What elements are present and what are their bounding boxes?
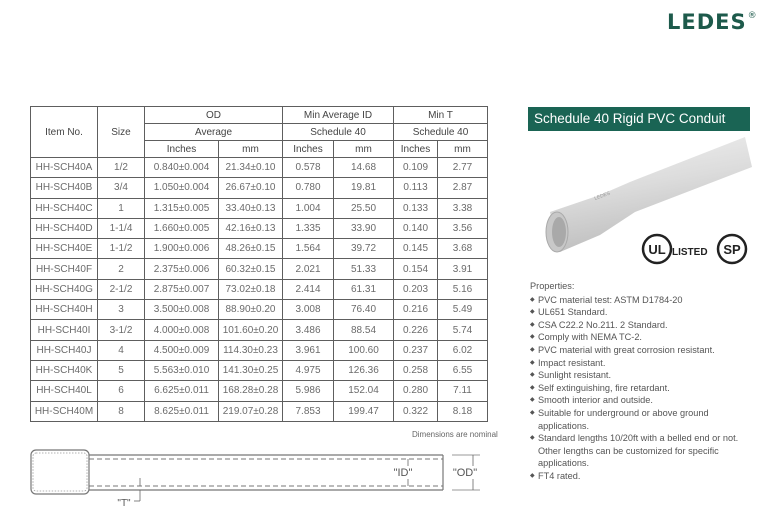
- cell-size: 1-1/2: [98, 239, 145, 259]
- cell-od-mm: 21.34±0.10: [219, 158, 283, 178]
- cell-size: 1: [98, 198, 145, 218]
- registered-mark: ®: [747, 11, 758, 21]
- cell-size: 2: [98, 259, 145, 279]
- property-text: Comply with NEMA TC-2.: [538, 332, 642, 343]
- header-min-id: Min Average ID: [283, 107, 394, 124]
- cell-id-in: 7.853: [283, 401, 334, 421]
- cell-id-mm: 33.90: [334, 218, 394, 238]
- cell-od-in: 8.625±0.011: [145, 401, 219, 421]
- dimensions-note: Dimensions are nominal: [412, 430, 498, 439]
- cell-t-in: 0.154: [394, 259, 438, 279]
- t-label: "T": [117, 498, 131, 509]
- cell-t-in: 0.109: [394, 158, 438, 178]
- property-text: Smooth interior and outside.: [538, 395, 653, 406]
- cell-item: HH-SCH40K: [31, 360, 98, 380]
- cell-item: HH-SCH40D: [31, 218, 98, 238]
- bullet-icon: ◆: [530, 321, 535, 328]
- od-label: "OD": [452, 467, 478, 479]
- cell-t-in: 0.133: [394, 198, 438, 218]
- cell-id-mm: 88.54: [334, 320, 394, 340]
- cell-id-mm: 19.81: [334, 178, 394, 198]
- property-item: [530, 394, 760, 407]
- cell-od-in: 6.625±0.011: [145, 381, 219, 401]
- table-row: [31, 218, 488, 238]
- table-row: [31, 279, 488, 299]
- cell-t-mm: 3.91: [438, 259, 488, 279]
- table-row: [31, 158, 488, 178]
- property-item: [530, 407, 760, 432]
- cell-t-mm: 2.77: [438, 158, 488, 178]
- property-item: [530, 294, 760, 307]
- cell-od-mm: 168.28±0.28: [219, 381, 283, 401]
- cell-t-mm: 6.55: [438, 360, 488, 380]
- cell-od-in: 1.315±0.005: [145, 198, 219, 218]
- header-min-t-schedule: Schedule 40: [394, 124, 488, 141]
- property-text: PVC material with great corrosion resistant.: [538, 344, 715, 355]
- cell-id-mm: 51.33: [334, 259, 394, 279]
- cell-od-mm: 42.16±0.13: [219, 218, 283, 238]
- cell-id-in: 3.008: [283, 300, 334, 320]
- cell-od-in: 0.840±0.004: [145, 158, 219, 178]
- cell-id-in: 1.564: [283, 239, 334, 259]
- table-row: [31, 178, 488, 198]
- cell-od-mm: 26.67±0.10: [219, 178, 283, 198]
- cell-size: 8: [98, 401, 145, 421]
- logo-text: LEDES: [667, 10, 747, 34]
- properties-section: [530, 280, 760, 483]
- cell-id-in: 2.021: [283, 259, 334, 279]
- bullet-icon: ◆: [530, 359, 535, 366]
- cell-item: HH-SCH40H: [31, 300, 98, 320]
- cell-id-in: 4.975: [283, 360, 334, 380]
- cell-t-in: 0.203: [394, 279, 438, 299]
- cell-id-mm: 61.31: [334, 279, 394, 299]
- cell-id-in: 3.961: [283, 340, 334, 360]
- cell-id-mm: 25.50: [334, 198, 394, 218]
- table-row: [31, 340, 488, 360]
- cell-t-in: 0.258: [394, 360, 438, 380]
- svg-text:LISTED: LISTED: [672, 247, 708, 258]
- cell-id-in: 1.004: [283, 198, 334, 218]
- property-text: Self extinguishing, fire retardant.: [538, 382, 670, 393]
- property-text: CSA C22.2 No.211. 2 Standard.: [538, 319, 668, 330]
- cell-od-mm: 60.32±0.15: [219, 259, 283, 279]
- header-od-mm: mm: [219, 141, 283, 158]
- cell-item: HH-SCH40L: [31, 381, 98, 401]
- cell-od-mm: 141.30±0.25: [219, 360, 283, 380]
- conduit-dimension-diagram: [28, 448, 498, 517]
- bullet-icon: ◆: [530, 397, 535, 404]
- cell-t-in: 0.226: [394, 320, 438, 340]
- cell-t-mm: 5.49: [438, 300, 488, 320]
- table-row: [31, 360, 488, 380]
- cell-t-mm: 3.38: [438, 198, 488, 218]
- property-text: UL651 Standard.: [538, 307, 608, 318]
- cell-size: 3-1/2: [98, 320, 145, 340]
- cell-id-mm: 39.72: [334, 239, 394, 259]
- cell-id-mm: 126.36: [334, 360, 394, 380]
- cell-id-in: 1.335: [283, 218, 334, 238]
- bullet-icon: ◆: [530, 435, 535, 442]
- cell-item: HH-SCH40J: [31, 340, 98, 360]
- cell-size: 3: [98, 300, 145, 320]
- cell-od-mm: 219.07±0.28: [219, 401, 283, 421]
- property-item: [530, 344, 760, 357]
- cell-od-mm: 73.02±0.18: [219, 279, 283, 299]
- properties-title: Properties:: [530, 281, 575, 291]
- ul-listed-icon: [643, 235, 708, 263]
- property-text: Suitable for underground or above ground applications.: [538, 407, 709, 431]
- cell-od-in: 1.900±0.006: [145, 239, 219, 259]
- csa-icon: [718, 235, 746, 263]
- cell-id-mm: 100.60: [334, 340, 394, 360]
- cell-item: HH-SCH40A: [31, 158, 98, 178]
- cell-id-mm: 152.04: [334, 381, 394, 401]
- cell-item: HH-SCH40F: [31, 259, 98, 279]
- svg-text:UL: UL: [648, 242, 666, 257]
- cell-size: 6: [98, 381, 145, 401]
- cell-id-in: 2.414: [283, 279, 334, 299]
- cell-size: 5: [98, 360, 145, 380]
- cell-t-in: 0.216: [394, 300, 438, 320]
- header-t-inches: Inches: [394, 141, 438, 158]
- cell-od-in: 1.660±0.005: [145, 218, 219, 238]
- cell-t-in: 0.145: [394, 239, 438, 259]
- svg-text:SP: SP: [723, 242, 741, 257]
- id-label: "ID": [393, 467, 413, 479]
- property-item: [530, 319, 760, 332]
- cell-item: HH-SCH40G: [31, 279, 98, 299]
- brand-logo: [667, 10, 758, 34]
- property-text: FT4 rated.: [538, 470, 581, 481]
- cell-t-in: 0.140: [394, 218, 438, 238]
- bullet-icon: ◆: [530, 372, 535, 379]
- cell-size: 4: [98, 340, 145, 360]
- header-min-t: Min T: [394, 107, 488, 124]
- cell-size: 1/2: [98, 158, 145, 178]
- property-text: PVC material test: ASTM D1784-20: [538, 294, 683, 305]
- cell-t-in: 0.237: [394, 340, 438, 360]
- cell-od-mm: 88.90±0.20: [219, 300, 283, 320]
- property-text: Sunlight resistant.: [538, 370, 612, 381]
- header-od-average: Average: [145, 124, 283, 141]
- cell-t-mm: 3.68: [438, 239, 488, 259]
- cell-od-in: 4.000±0.008: [145, 320, 219, 340]
- cell-item: HH-SCH40B: [31, 178, 98, 198]
- table-row: [31, 320, 488, 340]
- property-item: [530, 470, 760, 483]
- cell-item: HH-SCH40M: [31, 401, 98, 421]
- cell-od-in: 2.375±0.006: [145, 259, 219, 279]
- pipe-print: LEDES: [593, 190, 612, 202]
- cell-od-in: 4.500±0.009: [145, 340, 219, 360]
- cell-id-mm: 14.68: [334, 158, 394, 178]
- header-item-no: Item No.: [31, 107, 98, 158]
- header-od-inches: Inches: [145, 141, 219, 158]
- cell-t-mm: 3.56: [438, 218, 488, 238]
- cell-size: 3/4: [98, 178, 145, 198]
- table-row: [31, 239, 488, 259]
- cell-id-in: 0.578: [283, 158, 334, 178]
- certification-marks: [640, 232, 750, 273]
- table-row: [31, 381, 488, 401]
- property-text: Impact resistant.: [538, 357, 606, 368]
- cell-od-in: 1.050±0.004: [145, 178, 219, 198]
- property-item: [530, 369, 760, 382]
- cell-t-mm: 7.11: [438, 381, 488, 401]
- property-text: Standard lengths 10/20ft with a belled end or not. Other lengths can be customized for specific applications.: [538, 433, 739, 469]
- property-item: [530, 382, 760, 395]
- bullet-icon: ◆: [530, 472, 535, 479]
- table-row: [31, 259, 488, 279]
- header-min-id-schedule: Schedule 40: [283, 124, 394, 141]
- cell-item: HH-SCH40C: [31, 198, 98, 218]
- table-row: [31, 401, 488, 421]
- bullet-icon: ◆: [530, 296, 535, 303]
- cell-t-mm: 8.18: [438, 401, 488, 421]
- cell-od-mm: 33.40±0.13: [219, 198, 283, 218]
- cell-t-mm: 2.87: [438, 178, 488, 198]
- bullet-icon: ◆: [530, 309, 535, 316]
- table-row: [31, 198, 488, 218]
- header-id-inches: Inches: [283, 141, 334, 158]
- cell-id-mm: 199.47: [334, 401, 394, 421]
- cell-item: HH-SCH40I: [31, 320, 98, 340]
- property-item: [530, 331, 760, 344]
- property-item: [530, 432, 760, 470]
- table-row: [31, 300, 488, 320]
- cell-item: HH-SCH40E: [31, 239, 98, 259]
- cell-t-mm: 5.74: [438, 320, 488, 340]
- cell-id-in: 5.986: [283, 381, 334, 401]
- bullet-icon: ◆: [530, 409, 535, 416]
- bullet-icon: ◆: [530, 334, 535, 341]
- spec-table: [30, 106, 488, 422]
- cell-od-in: 2.875±0.007: [145, 279, 219, 299]
- property-item: [530, 357, 760, 370]
- cell-t-in: 0.280: [394, 381, 438, 401]
- cell-od-mm: 114.30±0.23: [219, 340, 283, 360]
- cell-od-in: 3.500±0.008: [145, 300, 219, 320]
- cell-t-in: 0.322: [394, 401, 438, 421]
- cell-id-in: 3.486: [283, 320, 334, 340]
- cell-id-in: 0.780: [283, 178, 334, 198]
- header-t-mm: mm: [438, 141, 488, 158]
- cell-t-mm: 6.02: [438, 340, 488, 360]
- cell-size: 2-1/2: [98, 279, 145, 299]
- cell-t-mm: 5.16: [438, 279, 488, 299]
- bullet-icon: ◆: [530, 346, 535, 353]
- properties-list: [530, 294, 760, 483]
- cell-od-mm: 48.26±0.15: [219, 239, 283, 259]
- header-id-mm: mm: [334, 141, 394, 158]
- header-size: Size: [98, 107, 145, 158]
- property-item: [530, 306, 760, 319]
- cell-t-in: 0.113: [394, 178, 438, 198]
- header-od: OD: [145, 107, 283, 124]
- cell-id-mm: 76.40: [334, 300, 394, 320]
- product-title-banner: Schedule 40 Rigid PVC Conduit: [528, 107, 750, 131]
- cell-od-in: 5.563±0.010: [145, 360, 219, 380]
- cell-od-mm: 101.60±0.20: [219, 320, 283, 340]
- cell-size: 1-1/4: [98, 218, 145, 238]
- bullet-icon: ◆: [530, 384, 535, 391]
